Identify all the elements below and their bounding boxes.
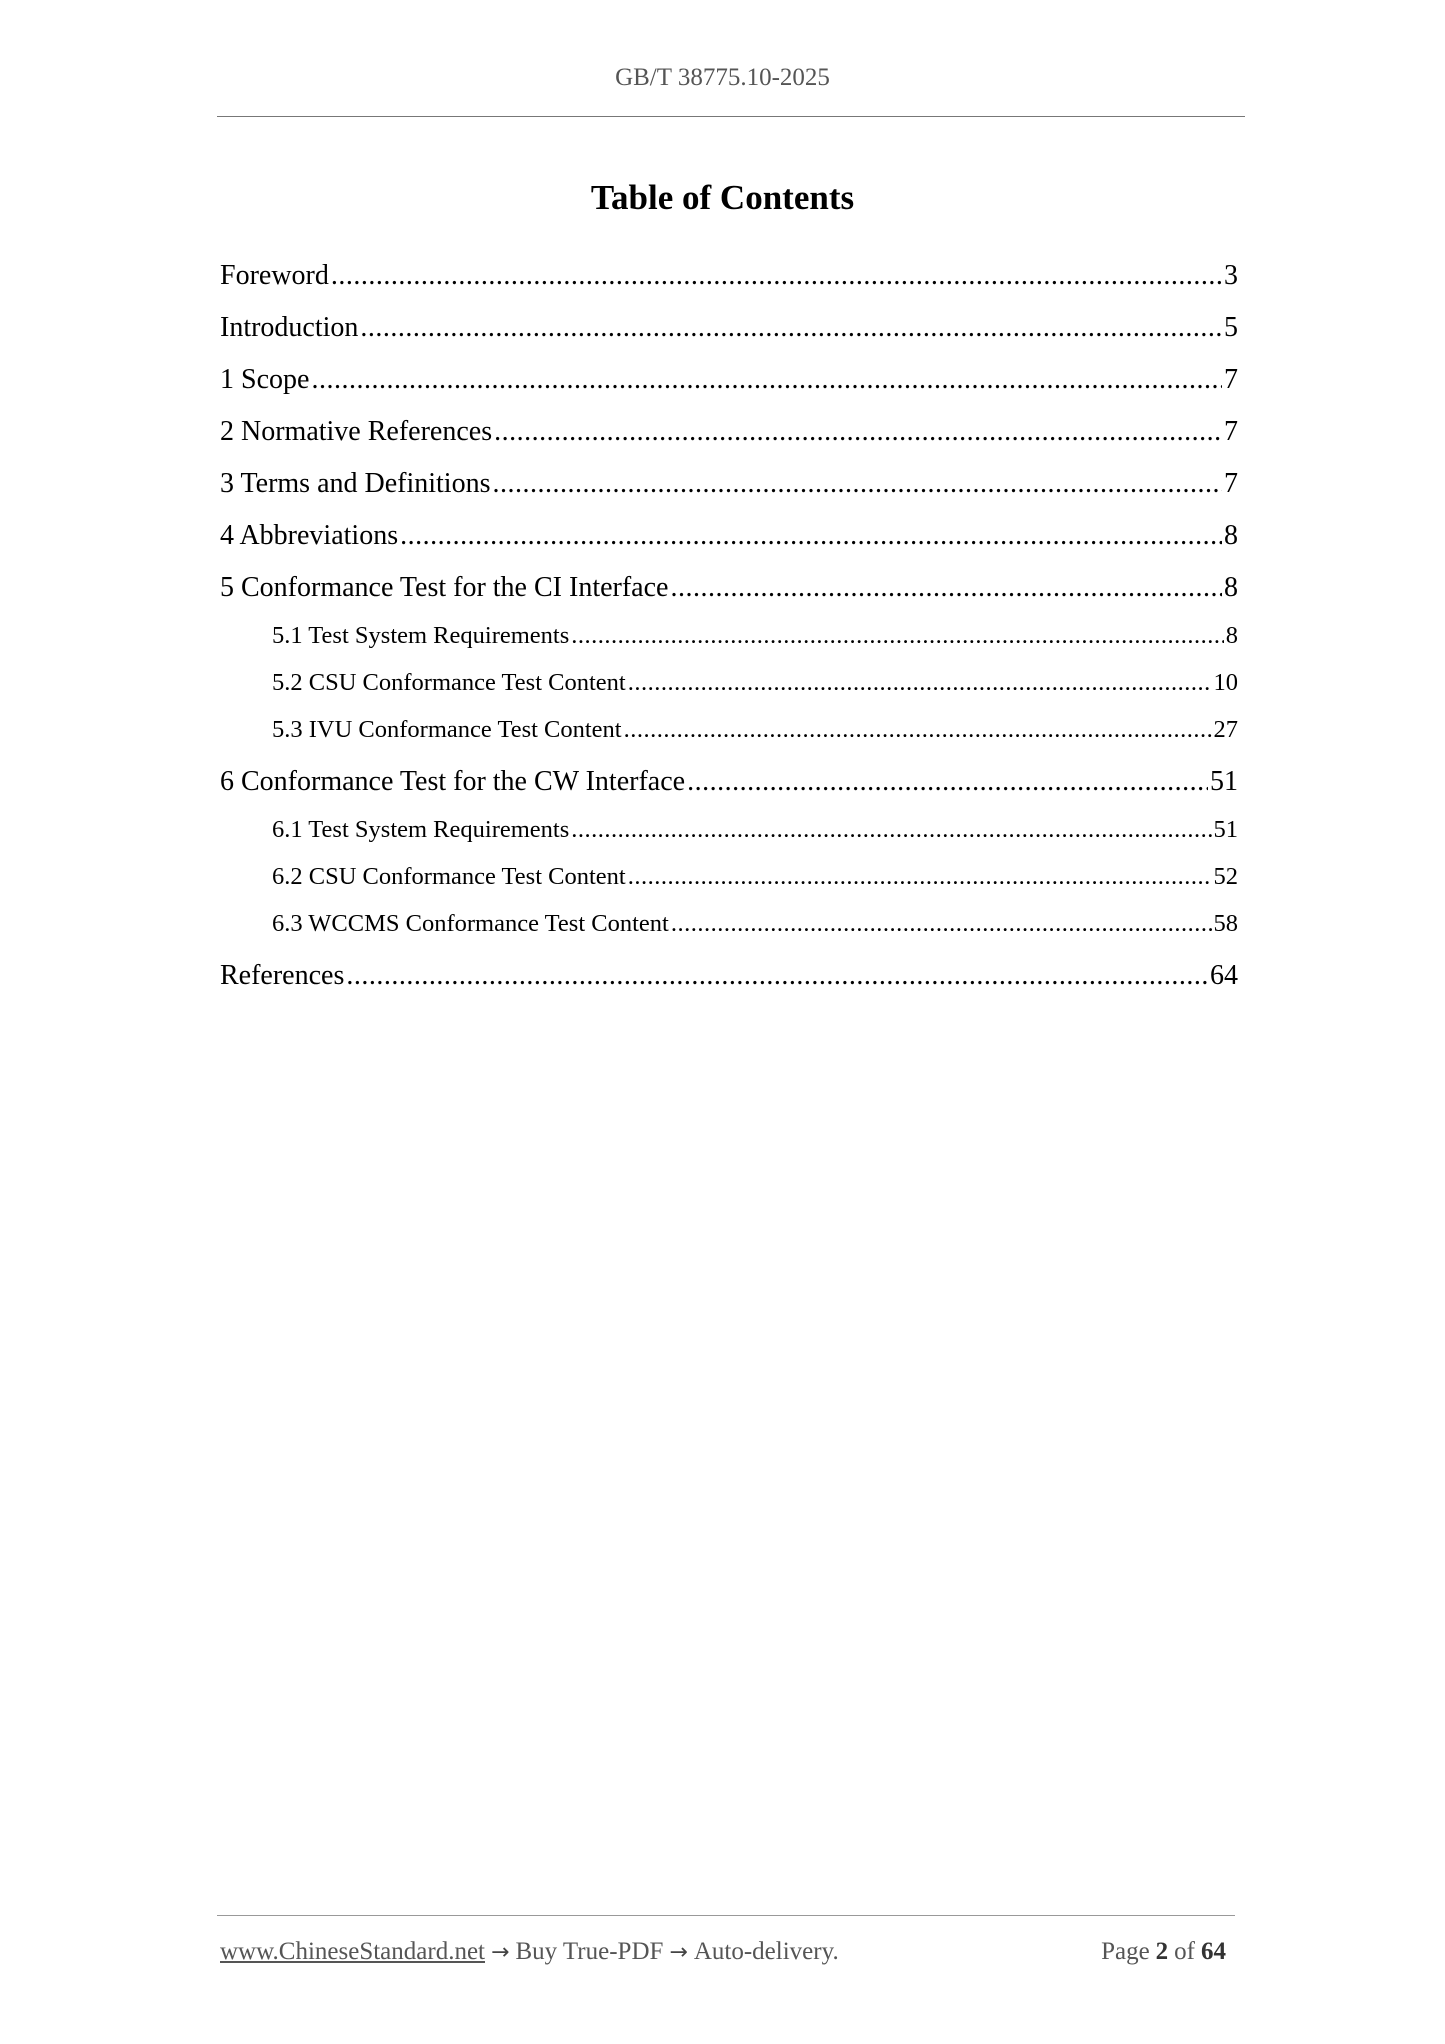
toc-entry[interactable] (272, 863, 1238, 891)
toc-entry-label: 5.3 IVU Conformance Test Content (272, 716, 622, 743)
running-header: GB/T 38775.10-2025 (615, 64, 830, 91)
toc-entry-page: 51 (1213, 816, 1238, 843)
toc-entry-label: Foreword (220, 260, 329, 291)
toc-entry-label: References (220, 960, 345, 991)
toc-entry[interactable] (220, 468, 1238, 500)
toc-entry-label: 6 Conformance Test for the CW Interface (220, 766, 686, 797)
toc-entry-page: 7 (1224, 416, 1238, 447)
toc-entry[interactable] (272, 622, 1238, 650)
site-link[interactable]: www.ChineseStandard.net (220, 1938, 485, 1965)
toc-dot-leader (571, 622, 1223, 650)
toc-entry-page: 7 (1224, 468, 1238, 499)
toc-entry-page: 10 (1213, 669, 1238, 696)
toc-entry-page: 3 (1224, 260, 1238, 291)
toc-dot-leader (671, 910, 1212, 938)
toc-dot-leader (687, 766, 1208, 798)
toc-entry-page: 52 (1213, 863, 1238, 890)
toc-entry-page: 5 (1224, 312, 1238, 343)
toc-entry[interactable] (272, 669, 1238, 697)
toc-entry-label: 2 Normative References (220, 416, 493, 447)
toc-dot-leader (311, 364, 1222, 396)
toc-entry-label: 1 Scope (220, 364, 310, 395)
toc-dot-leader (670, 572, 1222, 604)
toc-dot-leader (492, 468, 1222, 500)
toc-entry-label: 5.2 CSU Conformance Test Content (272, 669, 626, 696)
page-word: Page (1101, 1938, 1150, 1965)
toc-dot-leader (360, 312, 1222, 344)
toc-entry-label: 6.3 WCCMS Conformance Test Content (272, 910, 669, 937)
toc-dot-leader (346, 960, 1208, 992)
toc-dot-leader (494, 416, 1222, 448)
toc-entry-label: 6.2 CSU Conformance Test Content (272, 863, 626, 890)
footer-promo (220, 1938, 839, 1966)
toc-entry-label: 3 Terms and Definitions (220, 468, 491, 499)
toc-title: Table of Contents (590, 178, 855, 217)
buy-pdf-text: Buy True-PDF (515, 1938, 664, 1965)
toc-dot-leader (400, 520, 1222, 552)
toc-entry-page: 27 (1213, 716, 1238, 743)
toc-entry-page: 8 (1224, 572, 1238, 603)
toc-entry[interactable] (220, 960, 1238, 992)
toc-entry-label: 5 Conformance Test for the CI Interface (220, 572, 669, 603)
toc-entry[interactable] (220, 364, 1238, 396)
toc-entry-page: 51 (1210, 766, 1238, 797)
toc-entry[interactable] (220, 260, 1238, 292)
toc-entry[interactable] (220, 312, 1238, 344)
toc-entry[interactable] (220, 572, 1238, 604)
current-page-number: 2 (1155, 1938, 1169, 1965)
toc-entry[interactable] (220, 766, 1238, 798)
page-number-info (1101, 1938, 1232, 1966)
right-arrow-icon: → (669, 1940, 688, 1965)
toc-entry[interactable] (272, 716, 1238, 744)
toc-entry[interactable] (272, 910, 1238, 938)
toc-dot-leader (628, 863, 1212, 891)
auto-delivery-text: Auto-delivery. (693, 1938, 839, 1965)
toc-entry-page: 58 (1213, 910, 1238, 937)
toc-dot-leader (331, 260, 1222, 292)
toc-dot-leader (628, 669, 1212, 697)
toc-entry-label: Introduction (220, 312, 359, 343)
toc-entry-page: 64 (1210, 960, 1238, 991)
page-footer (220, 1938, 1232, 1966)
right-arrow-icon: → (491, 1940, 510, 1965)
toc-entry[interactable] (220, 520, 1238, 552)
toc-entry[interactable] (220, 416, 1238, 448)
toc-entry-label: 6.1 Test System Requirements (272, 816, 570, 843)
toc-entry-page: 8 (1225, 622, 1238, 649)
toc-dot-leader (571, 816, 1211, 844)
toc-dot-leader (624, 716, 1212, 744)
footer-divider (217, 1915, 1235, 1916)
toc-entry-page: 8 (1224, 520, 1238, 551)
of-word: of (1174, 1938, 1195, 1965)
toc-entry-label: 4 Abbreviations (220, 520, 399, 551)
total-pages-number: 64 (1201, 1938, 1226, 1965)
toc-entry[interactable] (272, 816, 1238, 844)
toc-entry-page: 7 (1224, 364, 1238, 395)
toc-entry-label: 5.1 Test System Requirements (272, 622, 570, 649)
